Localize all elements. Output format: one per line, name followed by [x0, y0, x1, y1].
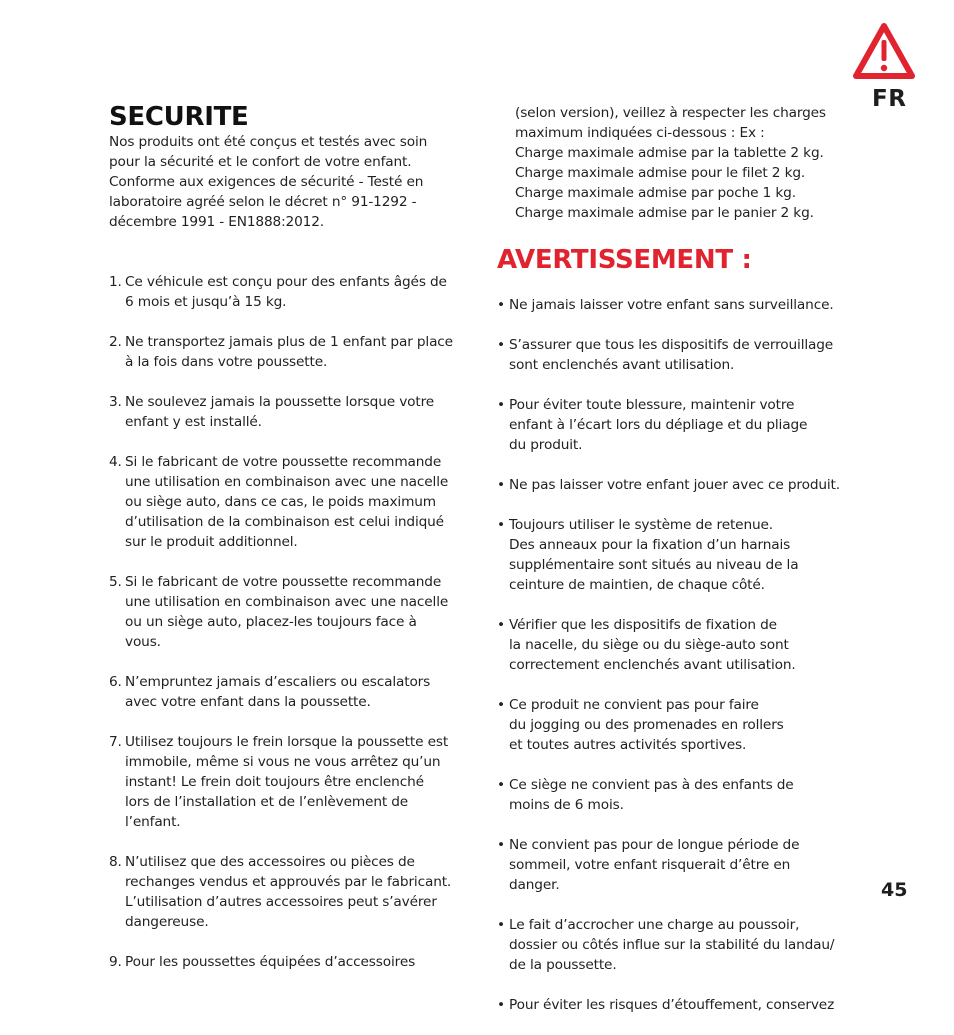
warning-triangle-graphic	[852, 22, 916, 82]
warning-item: • Ne jamais laisser votre enfant sans surveillance.	[497, 295, 862, 315]
safety-rules-list	[109, 252, 469, 992]
rule-text: N’utilisez que des accessoires ou pièces de rechanges vendus et approuvés par le fabricant. L’utilisation d’autres accessoires peut s’avérer dangereuse.	[125, 854, 452, 930]
left-column	[109, 102, 469, 992]
rule-number: 8.	[109, 854, 122, 870]
warnings-list	[497, 275, 862, 1035]
warning-triangle-icon	[852, 22, 916, 82]
warning-item: • Ce siège ne convient pas à des enfants de moins de 6 mois.	[497, 775, 862, 815]
rule-text: Ne soulevez jamais la poussette lorsque votre enfant y est installé.	[125, 394, 435, 430]
rule-number: 5.	[109, 574, 122, 590]
warning-item: • Ne convient pas pour de longue période de sommeil, votre enfant risquerait d’être en danger.	[497, 835, 862, 895]
rule-text: Utilisez toujours le frein lorsque la poussette est immobile, même si vous ne vous arrêtez qu’un instant! Le frein doit toujours être enclenché lors de l’installation et de l’enlèvement de l’enfant.	[125, 734, 449, 830]
rule-number: 7.	[109, 734, 122, 750]
avertissement-title: AVERTISSEMENT :	[497, 245, 752, 275]
rule-9-continuation: (selon version), veillez à respecter les charges maximum indiquées ci-dessous : Ex : Charge maximale admise par la tablette 2 kg. Charge maximale admise pour le filet 2 kg. Charge maximale admise par poche 1 kg. Charge maximale admise par le panier 2 kg.	[515, 105, 826, 221]
safety-rule	[109, 952, 469, 972]
safety-rule	[109, 452, 469, 552]
warning-item: • Le fait d’accrocher une charge au poussoir, dossier ou côtés influe sur la stabilité du landau/ de la poussette.	[497, 915, 862, 975]
rule-number: 2.	[109, 334, 122, 350]
page-number: 45	[881, 879, 908, 901]
warning-item: • Pour éviter les risques d’étouffement, conservez	[497, 995, 862, 1015]
rule-text: N’empruntez jamais d’escaliers ou escalators avec votre enfant dans la poussette.	[125, 674, 431, 710]
rule-number: 1.	[109, 274, 122, 290]
safety-rule	[109, 392, 469, 432]
warning-item: • S’assurer que tous les dispositifs de verrouillage sont enclenchés avant utilisation.	[497, 335, 862, 375]
rule-text: Ce véhicule est conçu pour des enfants âgés de 6 mois et jusqu’à 15 kg.	[125, 274, 447, 310]
securite-title: SECURITE	[109, 102, 249, 132]
rule-text: Si le fabricant de votre poussette recommande une utilisation en combinaison avec une nacelle ou siège auto, dans ce cas, le poids maximum d’utilisation de la combinaison est celui indiqué sur le produit additionnel.	[125, 454, 449, 550]
warning-item: • Ne pas laisser votre enfant jouer avec ce produit.	[497, 475, 862, 495]
safety-rule	[109, 332, 469, 372]
warning-item: • Toujours utiliser le système de retenue. Des anneaux pour la fixation d’un harnais supplémentaire sont situés au niveau de la ceinture de maintien, de chaque côté.	[497, 515, 862, 595]
safety-rule	[109, 272, 469, 312]
rule-number: 3.	[109, 394, 122, 410]
securite-intro: Nos produits ont été conçus et testés avec soin pour la sécurité et le confort de votre enfant. Conforme aux exigences de sécurité - Testé en laboratoire agréé selon le décret n° 91-1292 - décembre 1991 - EN1888:2012.	[109, 134, 428, 230]
right-column	[497, 103, 862, 1035]
safety-rule	[109, 732, 469, 832]
rule-number: 9.	[109, 954, 122, 970]
warning-item: • Ce produit ne convient pas pour faire du jogging ou des promenades en rollers et toutes autres activités sportives.	[497, 695, 862, 755]
rule-number: 4.	[109, 454, 122, 470]
safety-rule	[109, 852, 469, 932]
warning-item: • Vérifier que les dispositifs de fixation de la nacelle, du siège ou du siège-auto sont correctement enclenchés avant utilisation.	[497, 615, 862, 675]
rule-number: 6.	[109, 674, 122, 690]
warning-item: • Pour éviter toute blessure, maintenir votre enfant à l’écart lors du dépliage et du pliage du produit.	[497, 395, 862, 455]
rule-text: Si le fabricant de votre poussette recommande une utilisation en combinaison avec une nacelle ou un siège auto, placez-les toujours face à vous.	[125, 574, 449, 650]
safety-rule	[109, 672, 469, 712]
rule-text: Ne transportez jamais plus de 1 enfant par place à la fois dans votre poussette.	[125, 334, 453, 370]
language-code: FR	[872, 86, 907, 112]
rule-text: Pour les poussettes équipées d’accessoires	[125, 954, 416, 970]
safety-rule	[109, 572, 469, 652]
